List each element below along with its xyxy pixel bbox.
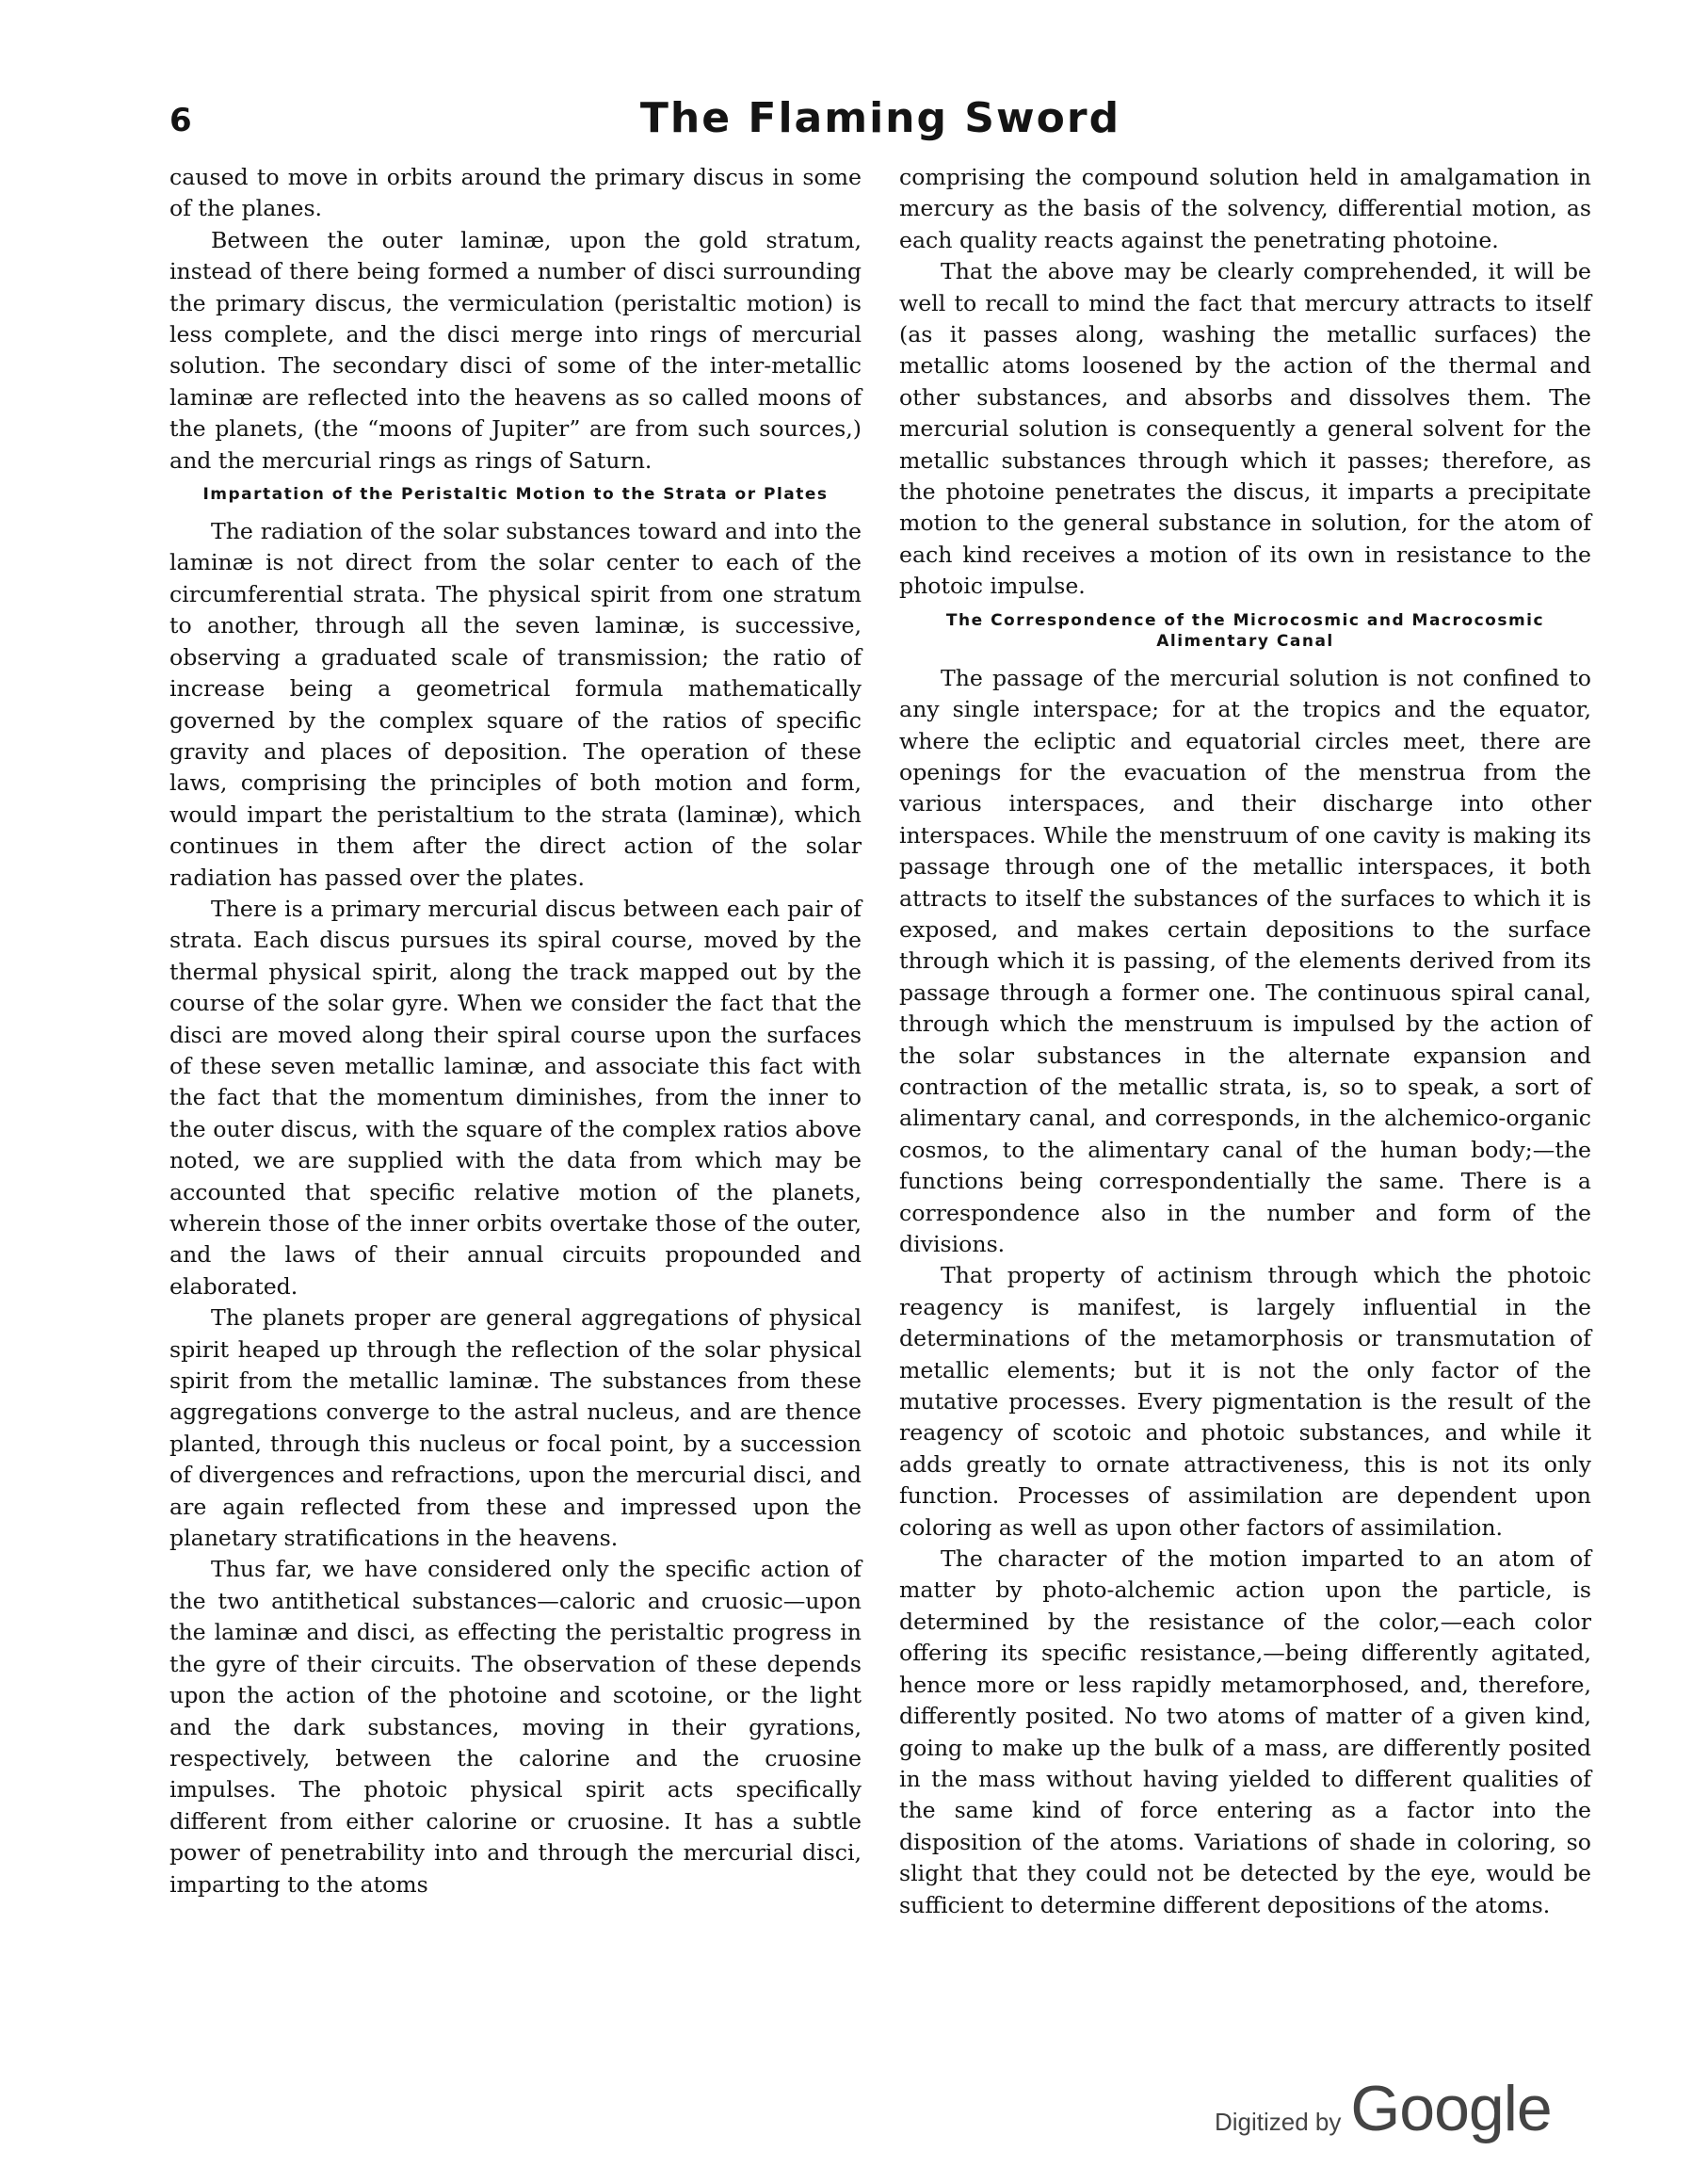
digitized-by-google-watermark	[1215, 2072, 1552, 2145]
section-heading: The Correspondence of the Microcosmic and Macrocosmic Alimentary Canal	[945, 610, 1545, 651]
page-header	[169, 94, 1591, 151]
paragraph: The passage of the mercurial solution is not confined to any single interspace; for at the tropics and the equator, where the ecliptic and equatorial circles meet, there are openings for the evacuation of the menstrua from the various interspaces, and their discharge into other interspaces. While the menstruum of one cavity is making its passage through one of the metallic interspaces, it both attracts to itself the substances of the surfaces to which it is exposed, and makes certain depositions to the surface through which it is passing, of the elements derived from its passage through a former one. The continuous spiral canal, through which the menstruum is impulsed by the action of the solar substances in the alternate expansion and contraction of the metallic strata, is, so to speak, a sort of alimentary canal, and corresponds, in the alchemico-organic cosmos, to the alimentary canal of the human body;—the functions being correspondentially the same. There is a correspondence also in the number and form of the divisions.	[899, 664, 1591, 1257]
paragraph: The character of the motion imparted to an atom of matter by photo-alchemic action upon the particle, is determined by the resistance of the color,—each color offering its specific resistance,—being differently agitated, hence more or less rapidly metamorphosed, and, therefore, differently posited. No two atoms of matter of a given kind, going to make up the bulk of a mass, are differently posited in the mass without having yielded to different qualities of the same kind of force entering as a factor into the disposition of the atoms. Variations of shade in coloring, so slight that they could not be detected by the eye, would be sufficient to determine different depositions of the atoms.	[899, 1545, 1591, 1918]
paragraph: Between the outer laminæ, upon the gold stratum, instead of there being formed a number of disci surrounding the primary discus, the vermiculation (peristaltic motion) is less complete, and the disci merge into rings of mercurial solution. The secondary disci of some of the inter-metallic laminæ are reflected into the heavens as so called moons of the planets, (the “moons of Jupiter” are from such sources,) and the mercurial rings as rings of Saturn.	[169, 226, 862, 474]
page-number: 6	[169, 102, 192, 139]
section-heading: Impartation of the Peristaltic Motion to the Strata or Plates	[202, 485, 829, 505]
paragraph: There is a primary mercurial discus between each pair of strata. Each discus pursues its spiral course, moved by the thermal physical spirit, along the track mapped out by the course of the solar gyre. When we consider the fact that the disci are moved along their spiral course upon the surfaces of these seven metallic laminæ, and associate this fact with the fact that the momentum diminishes, from the inner to the outer discus, with the square of the complex ratios above noted, we are supplied with the data from which may be accounted that specific relative motion of the planets, wherein those of the inner orbits overtake those of the outer, and the laws of their annual circuits propounded and elaborated.	[169, 895, 862, 1300]
paragraph: Thus far, we have considered only the specific action of the two antithetical substances—caloric and cruosic—upon the laminæ and disci, as effecting the peristaltic progress in the gyre of their circuits. The observation of these depends upon the action of the photoine and scotoine, or the light and the dark substances, moving in their gyrations, respectively, between the calorine and the cruosine impulses. The photoic physical spirit acts specifically different from either calorine or cruosine. It has a subtle power of penetrability into and through the mercurial disci, imparting to the atoms	[169, 1556, 862, 1898]
right-column	[899, 162, 1591, 1921]
left-column	[169, 162, 862, 1900]
paragraph: comprising the compound solution held in amalgamation in mercury as the basis of the solvency, differential motion, as each quality reacts against the penetrating photoine.	[899, 164, 1591, 253]
journal-title: The Flaming Sword	[639, 94, 1121, 142]
google-logo: Google	[1350, 2073, 1552, 2144]
paragraph: That the above may be clearly comprehended, it will be well to recall to mind the fact that mercury attracts to itself (as it passes along, washing the metallic surfaces) the metallic atoms loosened by the action of the thermal and other substances, and absorbs and dissolves them. The mercurial solution is consequently a general solvent for the metallic substances through which it passes; therefore, as the photoine penetrates the discus, it imparts a precipitate motion to the general substance in solution, for the atom of each kind receives a motion of its own in resistance to the photoic impulse.	[899, 258, 1591, 600]
paragraph: The planets proper are general aggregations of physical spirit heaped up through the reflection of the solar physical spirit from the metallic laminæ. The substances from these aggregations converge to the astral nucleus, and are thence planted, through this nucleus or focal point, by a succession of divergences and refractions, upon the mercurial disci, and are again reflected from these and impressed upon the planetary stratifications in the heavens.	[169, 1304, 862, 1552]
paragraph: caused to move in orbits around the primary discus in some of the planes.	[169, 164, 862, 222]
paragraph: The radiation of the solar substances toward and into the laminæ is not direct from the solar center to each of the circumferential strata. The physical spirit from one stratum to another, through all the seven laminæ, is successive, observing a graduated scale of transmission; the ratio of increase being a geometrical formula mathematically governed by the complex square of the ratios of specific gravity and places of deposition. The operation of these laws, comprising the principles of both motion and form, would impart the peristaltium to the strata (laminæ), which continues in them after the direct action of the solar radiation has passed over the plates.	[169, 518, 862, 891]
digitized-label: Digitized by	[1215, 2108, 1342, 2136]
paragraph: That property of actinism through which the photoic reagency is manifest, is largely influential in the determinations of the metamorphosis or transmutation of metallic elements; but it is not the only factor of the mutative processes. Every pigmentation is the result of the reagency of scotoic and photoic substances, and while it adds greatly to ornate attractiveness, this is not its only function. Processes of assimilation are dependent upon coloring as well as upon other factors of assimilation.	[899, 1262, 1591, 1541]
